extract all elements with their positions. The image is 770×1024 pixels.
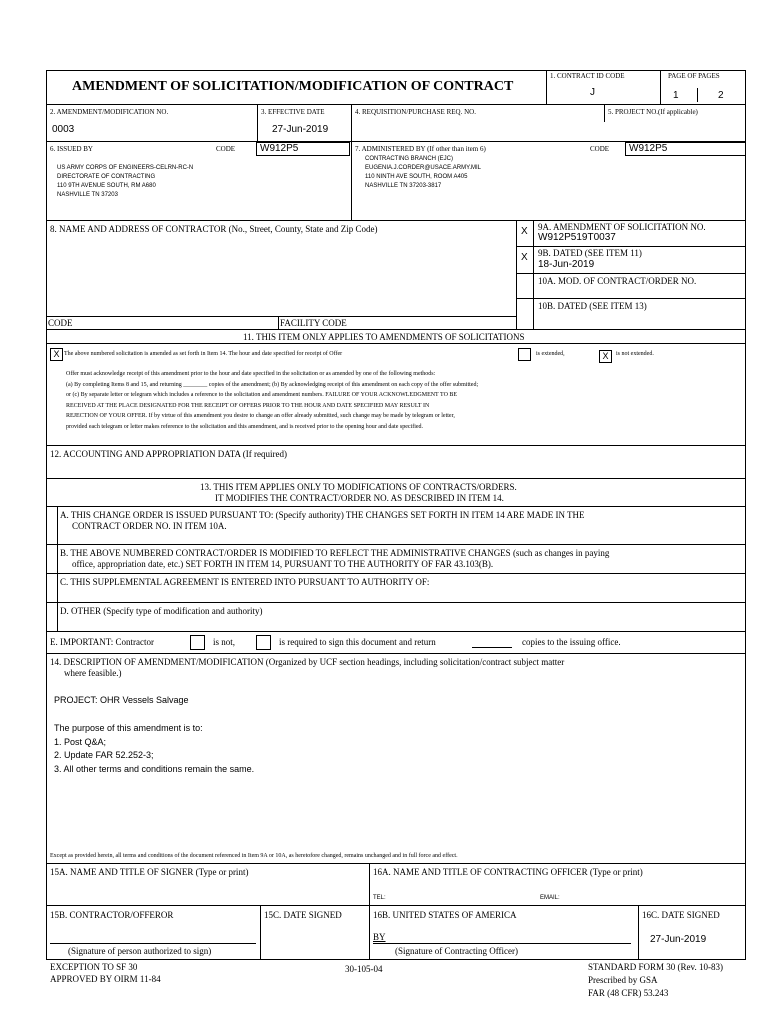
item15a-label: 15A. NAME AND TITLE OF SIGNER (Type or print)	[50, 867, 249, 877]
item9b-date: 18-Jun-2019	[538, 259, 595, 270]
page-current: 1	[673, 90, 679, 101]
itemE-label: E. IMPORTANT: Contractor	[50, 637, 155, 647]
item13d-label: D. OTHER (Specify type of modification and authority)	[60, 606, 263, 616]
copies-label: copies to the issuing office.	[522, 637, 621, 647]
page-of-pages-label: PAGE OF PAGES	[668, 72, 720, 80]
facility-code-label: FACILITY CODE	[280, 318, 347, 328]
issued-by-address: US ARMY CORPS OF ENGINEERS-CELRN-RC-N DIRECTORATE OF CONTRACTING 110 9TH AVENUE SOUTH, RM A680 NASHVILLE TN 37203	[57, 165, 194, 198]
item11-heading: 11. THIS ITEM ONLY APPLIES TO AMENDMENTS OF SOLICITATIONS	[243, 332, 525, 342]
is-not-checkbox[interactable]	[190, 635, 205, 650]
item6-label: 6. ISSUED BY	[50, 145, 93, 153]
item7-code-label: CODE	[590, 145, 610, 153]
item10a-label: 10A. MOD. OF CONTRACT/ORDER NO.	[538, 276, 697, 286]
page-total: 2	[718, 90, 724, 101]
item5-label: 5. PROJECT NO.(If applicable)	[608, 108, 698, 116]
item10b-label: 10B. DATED (SEE ITEM 13)	[538, 301, 647, 311]
amended-checkbox[interactable]: X	[50, 348, 63, 361]
item9b-label: 9B. DATED (SEE ITEM 11)	[538, 248, 642, 258]
item6-code: W912P5	[256, 142, 350, 156]
contract-id-value: J	[590, 87, 595, 98]
item9a-mark: X	[521, 226, 528, 237]
item13c-label: C. THIS SUPPLEMENTAL AGREEMENT IS ENTERED INTO PURSUANT TO AUTHORITY OF:	[60, 577, 430, 587]
footer-standard-form: STANDARD FORM 30 (Rev. 10-83)	[588, 962, 723, 972]
item11-instructions: Offer must acknowledge receipt of this amendment prior to the hour and date specified in the solicitation or as amended by one of the following methods: (a) By completing Items 8 and 15, and returning ________ copies of the amendment; (b) By acknowledging receipt of this amendment on each copy of the offer submitted; or (c) By separate letter or telegram which includes a reference to the solicitation and amendment numbers. FAILURE OF YOUR ACKNOWLEDGMENT TO BE RECEIVED AT THE PLACE DESIGNATED FOR THE RECEIPT OF OFFERS PRIOR TO THE HOUR AND DATE SPECIFIED MAY RESULT IN REJECTION OF YOUR OFFER. If by virtue of this amendment you desire to change an offer already submitted, such change may be made by telegram or letter, provided each telegram or letter makes reference to the solicitation and this amendment, and is received prior to the opening hour and date specified.	[66, 371, 479, 430]
item15b-label: 15B. CONTRACTOR/OFFEROR	[50, 910, 174, 920]
item13a-line1: A. THIS CHANGE ORDER IS ISSUED PURSUANT TO: (Specify authority) THE CHANGES SET FORTH IN ITEM 14 ARE MADE IN THE	[60, 510, 585, 520]
item7-code: W912P5	[625, 142, 746, 156]
item3-label: 3. EFFECTIVE DATE	[261, 108, 325, 116]
item12-label: 12. ACCOUNTING AND APPROPRIATION DATA (If required)	[50, 449, 288, 459]
item14-label-line2: where feasible.)	[64, 668, 122, 678]
item14-label-line1: 14. DESCRIPTION OF AMENDMENT/MODIFICATION (Organized by UCF section headings, including solicitation/contract subject matter	[50, 657, 565, 667]
effective-date: 27-Jun-2019	[272, 124, 329, 135]
email-label: EMAIL:	[540, 895, 560, 901]
item13-heading2: IT MODIFIES THE CONTRACT/ORDER NO. AS DESCRIBED IN ITEM 14.	[215, 493, 504, 503]
contract-id-label: 1. CONTRACT ID CODE	[550, 72, 625, 80]
item9b-mark: X	[521, 252, 528, 263]
item13a-line2: CONTRACT ORDER NO. IN ITEM 10A.	[72, 521, 227, 531]
item16c-label: 16C. DATE SIGNED	[642, 910, 720, 920]
terms-footer: Except as provided herein, all terms and conditions of the document referenced in Item 9A or 10A, as heretofore changed, remains unchanged and in full force and effect.	[50, 853, 458, 859]
extended-checkbox[interactable]	[518, 348, 531, 361]
not-extended-label: is not extended.	[616, 351, 654, 357]
project-name: PROJECT: OHR Vessels Salvage	[54, 695, 189, 705]
item11-text: The above numbered solicitation is amended as set forth in Item 14. The hour and date specified for receipt of Offer	[64, 351, 343, 357]
form-title: AMENDMENT OF SOLICITATION/MODIFICATION OF CONTRACT	[72, 79, 514, 94]
footer-prescribed: Prescribed by GSA	[588, 975, 658, 985]
is-required-label: is required to sign this document and return	[279, 637, 436, 647]
extended-label: is extended,	[536, 351, 565, 357]
footer-approved: APPROVED BY OIRM 11-84	[50, 974, 161, 984]
is-not-label: is not,	[213, 637, 236, 647]
item6-code-label: CODE	[216, 145, 236, 153]
solicitation-no: W912P519T0037	[538, 232, 616, 243]
item13b-line2: office, appropriation date, etc.) SET FORTH IN ITEM 14, PURSUANT TO THE AUTHORITY OF FAR 43.103(B).	[72, 559, 494, 569]
item4-label: 4. REQUISITION/PURCHASE REQ. NO.	[355, 108, 476, 116]
item2-label: 2. AMENDMENT/MODIFICATION NO.	[50, 108, 169, 116]
item9a-label: 9A. AMENDMENT OF SOLICITATION NO.	[538, 222, 706, 232]
co-date-signed: 27-Jun-2019	[650, 934, 707, 945]
amendment-no: 0003	[52, 124, 75, 135]
item16a-label: 16A. NAME AND TITLE OF CONTRACTING OFFICER (Type or print)	[373, 867, 643, 877]
item13-heading1: 13. THIS ITEM APPLIES ONLY TO MODIFICATIONS OF CONTRACTS/ORDERS.	[200, 482, 517, 492]
code-label: CODE	[48, 318, 73, 328]
footer-form-number: 30-105-04	[345, 964, 383, 974]
by-label: BY	[373, 932, 386, 942]
tel-label: TEL:	[373, 895, 386, 901]
amendment-purpose: The purpose of this amendment is to: 1. Post Q&A; 2. Update FAR 52.252-3; 3. All other terms and conditions remain the same.	[54, 723, 255, 774]
contractor-signature-caption: (Signature of person authorized to sign)	[68, 946, 212, 956]
item13b-line1: B. THE ABOVE NUMBERED CONTRACT/ORDER IS MODIFIED TO REFLECT THE ADMINISTRATIVE CHANGES (such as changes in paying	[60, 548, 610, 558]
co-signature-caption: (Signature of Contracting Officer)	[395, 946, 519, 956]
is-required-checkbox[interactable]	[256, 635, 271, 650]
footer-far: FAR (48 CFR) 53.243	[588, 988, 669, 998]
administered-by-address: CONTRACTING BRANCH (EJC) EUGENIA.J.CORDER@USACE.ARMY.MIL 110 NINTH AVE SOUTH, ROOM A405 NASHVILLE TN 37203-3817	[365, 156, 482, 189]
item8-label: 8. NAME AND ADDRESS OF CONTRACTOR (No., Street, County, State and Zip Code)	[50, 224, 378, 234]
not-extended-checkbox[interactable]: X	[599, 350, 612, 363]
footer-exception: EXCEPTION TO SF 30	[50, 962, 138, 972]
item15c-label: 15C. DATE SIGNED	[264, 910, 342, 920]
item16b-label: 16B. UNITED STATES OF AMERICA	[373, 910, 517, 920]
item7-label: 7. ADMINISTERED BY (If other than item 6)	[355, 145, 486, 153]
